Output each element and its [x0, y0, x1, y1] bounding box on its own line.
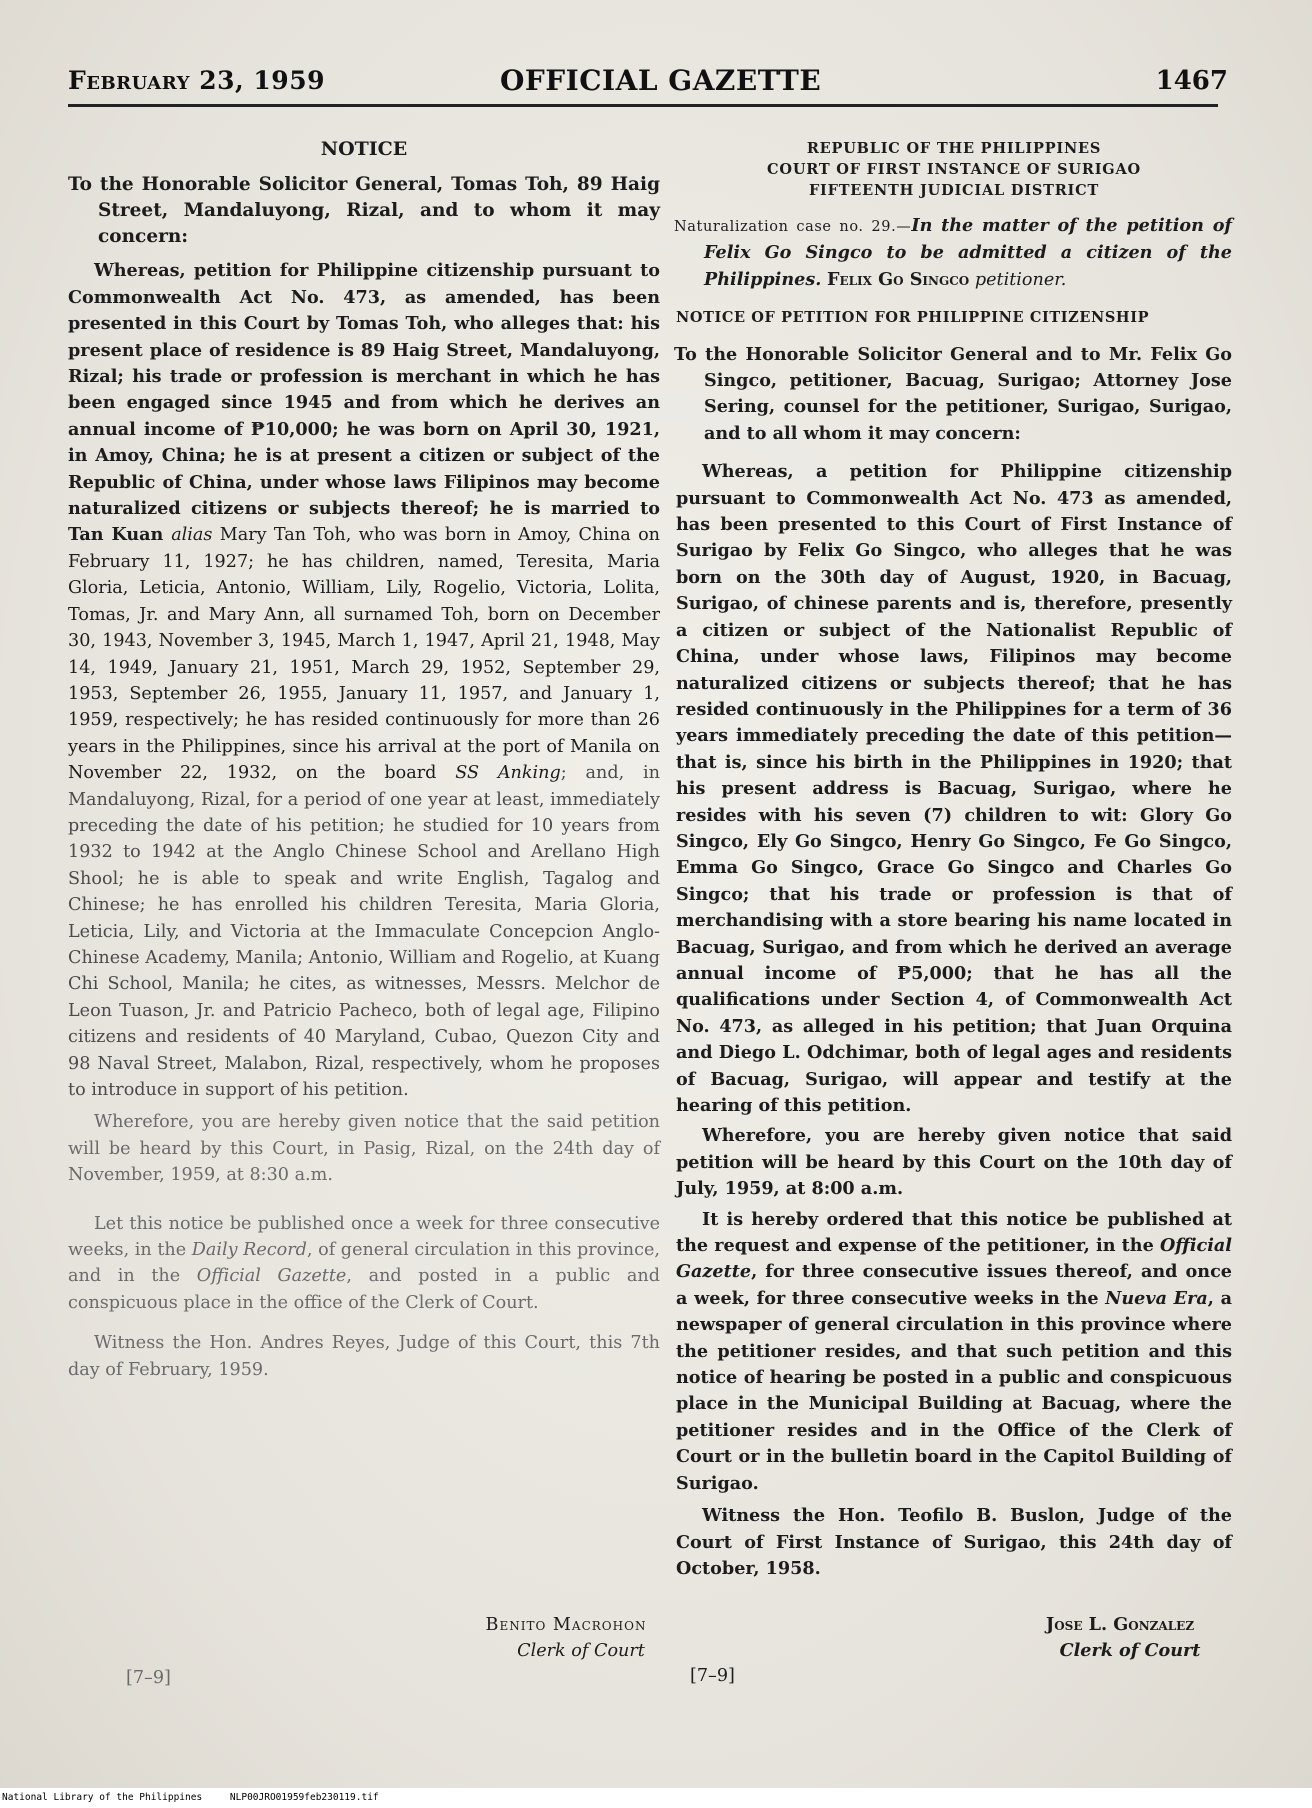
right-notice: [676, 130, 1232, 1582]
court-heading: [676, 138, 1232, 201]
left-signer-title: Clerk of Court: [517, 1641, 645, 1661]
left-paragraph-3: Let this notice be published once a week for three consecutive weeks, in the Daily Record, of general circulation in this province, and in the Official Gazette, and posted in a public and conspicuous place in the office of the Clerk of Court.: [68, 1213, 661, 1313]
left-paragraph-4: Witness the Hon. Andres Reyes, Judge of this Court, this 7th day of February, 1959.: [68, 1333, 660, 1380]
right-paragraph-4: Witness the Hon. Teofilo B. Buslon, Judge of the Court of First Instance of Surigao, this 24th day of October, 1958.: [676, 1505, 1232, 1579]
library-credit: National Library of the Philippines: [2, 1792, 203, 1803]
right-signature: [1010, 1612, 1230, 1664]
case-caption: Naturalization case no. 29.—In the matter of the petition of Felix Go Singco to be admitted a citizen of the Philippines. Felix Go Singco petitioner.: [674, 215, 1232, 290]
header-rule: [68, 104, 1218, 107]
court-line-2: COURT OF FIRST INSTANCE OF SURIGAO: [767, 161, 1141, 178]
notice-subtitle: NOTICE OF PETITION FOR PHILIPPINE CITIZENSHIP: [676, 309, 1150, 327]
right-paragraph-3: It is hereby ordered that this notice be published at the request and expense of the petitioner, in the Official Gazette, for three consecutive issues thereof, and once a week, for three consecutive weeks in the Nueva Era, a newspaper of general circulation in this province where the petitioner resides, and that such petition and this notice of hearing be posted in a public and conspicuous place in the Municipal Building at Bacuag, where the petitioner resides and in the Office of the Clerk of Court or in the bulletin board in the Capitol Building of Surigao.: [676, 1208, 1232, 1494]
court-line-3: FIFTEENTH JUDICIAL DISTRICT: [808, 182, 1100, 199]
right-addressee: To the Honorable Solicitor General and to Mr. Felix Go Singco, petitioner, Bacuag, Surigao; Attorney Jose Sering, counsel for the petitioner, Surigao, Surigao, and to all whom it may concern:: [674, 343, 1232, 444]
publication-title: OFFICIAL GAZETTE: [500, 64, 822, 97]
scan-footer: [0, 1788, 1312, 1808]
page-number: 1467: [1155, 66, 1228, 96]
right-paragraph-2: Wherefore, you are hereby given notice that said petition will be heard by this Court on the 10th day of July, 1959, at 8:00 a.m.: [676, 1125, 1232, 1200]
court-line-1: REPUBLIC OF THE PHILIPPINES: [806, 140, 1102, 157]
header-date: February 23, 1959: [68, 66, 325, 95]
left-paragraph-1: Whereas, petition for Philippine citizenship pursuant to Commonwealth Act No. 473, as amended, has been presented in this Court by Tomas Toh, who alleges that: his present place of residence is 89 Haig Street, Mandaluyong, Rizal; his trade or profession is merchant in which he has been engaged since 1945 and from which he derives an annual income of ₱10,000; he was born on April 30, 1921, in Amoy, China; he is at present a citizen or subject of the Republic of China, under whose laws Filipinos may become naturalized citizens or subjects thereof; he is married to Tan Kuan alias Mary Tan Toh, who was born in Amoy, China on February 11, 1927; he has children, named, Teresita, Maria Gloria, Leticia, Antonio, William, Lily, Rogelio, Victoria, Lolita, Tomas, Jr. and Mary Ann, all surnamed Toh, born on December 30, 1943, November 3, 1945, March 1, 1947, April 21, 1948, May 14, 1949, January 21, 1951, March 29, 1952, September 29, 1953, September 26, 1955, January 11, 1957, and January 1, 1959, respectively; he has resided continuously for more than 26 years in the Philippines, since his arrival at the port of Manila on November 22, 1932, on the board SS Anking; and, in Mandaluyong, Rizal, for a period of one year at least, immediately preceding the date of his petition; he studied for 10 years from 1932 to 1942 at the Anglo Chinese School and Arellano High Shool; he is able to speak and write English, Tagalog and Chinese; he has enrolled his children Teresita, Maria Gloria, Leticia, Lily, and Victoria at the Immaculate Concepcion Anglo-Chinese Academy, Manila; Antonio, William and Rogelio, at Kuang Chi School, Manila; he cites, as witnesses, Messrs. Melchor de Leon Tuason, Jr. and Patricio Pacheco, both of legal age, Filipino citizens and residents of 40 Maryland, Cubao, Quezon City and 98 Naval Street, Malabon, Rizal, respectively, whom he proposes to introduce in support of his petition.: [68, 260, 661, 1100]
right-signer-title: Clerk of Court: [1059, 1640, 1201, 1661]
left-signature: [466, 1612, 666, 1664]
right-paragraph-1: Whereas, a petition for Philippine citizenship pursuant to Commonwealth Act No. 473 as amended, has been presented to this Court of First Instance of Surigao by Felix Go Singco, who alleges that he was born on the 30th day of August, 1920, in Bacuag, Surigao, of chinese parents and is, therefore, presently a citizen or subject of the Nationalist Republic of China, under whose laws, Filipinos may become naturalized citizens or subjects thereof; that he has resided continuously in the Philippines for a term of 36 years immediately preceding the date of this petition—that is, since his birth in the Philippines in 1920; that his present address is Bacuag, Surigao, where he resides with his seven (7) children to wit: Glory Go Singco, Ely Go Singco, Henry Go Singco, Fe Go Singco, Emma Go Singco, Grace Go Singco and Charles Go Singco; that his trade or profession is that of merchandising with a store bearing his name located in Bacuag, Surigao, and from which he derived an average annual income of ₱5,000; that he has all the qualifications under Section 4, of Commonwealth Act No. 473, as alleged in his petition; that Juan Orquina and Diego L. Odchimar, both of legal ages and residents of Bacuag, Surigao, will appear and testify at the hearing of this petition.: [676, 461, 1232, 1116]
scan-filename: NLP00JRO01959feb230119.tif: [229, 1792, 379, 1803]
left-issue-ref: [7–9]: [126, 1668, 171, 1688]
notice-title: NOTICE: [320, 138, 408, 160]
left-signer-name: Benito Macrohon: [485, 1615, 647, 1635]
right-issue-ref: [7–9]: [690, 1666, 735, 1686]
left-addressee: To the Honorable Solicitor General, Tomas Toh, 89 Haig Street, Mandaluyong, Rizal, and to whom it may concern:: [68, 174, 660, 248]
left-paragraph-2: Wherefore, you are hereby given notice that the said petition will be heard by this Court, in Pasig, Rizal, on the 24th day of November, 1959, at 8:30 a.m.: [68, 1112, 660, 1186]
right-signer-name: Jose L. Gonzalez: [1045, 1614, 1195, 1635]
left-notice: [68, 130, 660, 1383]
page-header: [68, 64, 1228, 106]
